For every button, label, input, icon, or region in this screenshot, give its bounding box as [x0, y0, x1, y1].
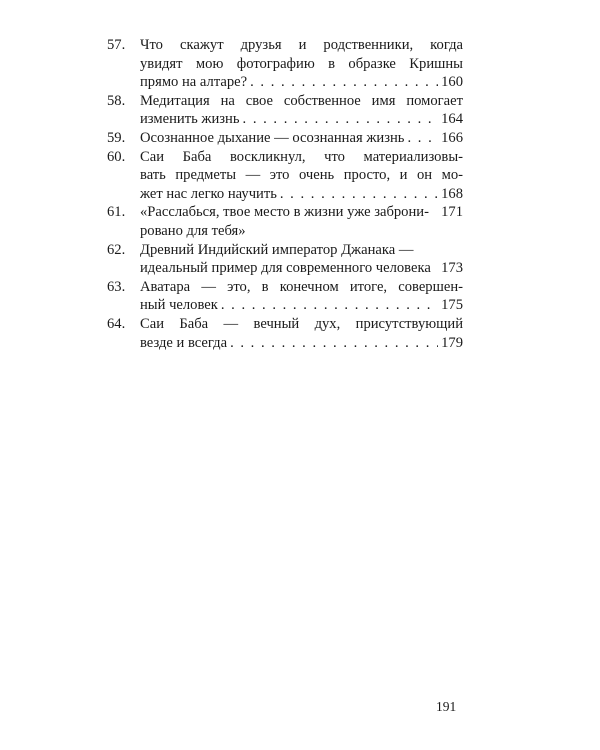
dot-leader — [250, 73, 438, 92]
entry-title — [140, 203, 463, 240]
entry-title-line: Саи Баба — вечный дух, присутствующий — [140, 315, 463, 332]
entry-number: 61. — [107, 204, 126, 221]
entry-number: 57. — [107, 37, 126, 53]
entry-last-line — [140, 129, 463, 148]
entry-number: 60. — [107, 148, 126, 165]
entry-page-number: 175 — [441, 297, 463, 314]
entry-title-line: Осознанное дыхание — осознанная жизнь — [140, 129, 405, 146]
entry-page-number: 168 — [441, 185, 463, 202]
entry-title-line: идеальный пример для современного человека — [140, 260, 431, 277]
entry-title-line: Аватара — это, в конечном итоге, совершен- — [140, 278, 463, 295]
entry-title-line: Древний Индийский император Джанака — — [140, 241, 414, 258]
dot-leader — [230, 334, 438, 353]
entry-last-line — [140, 259, 463, 278]
entry-title-line: Что скажут друзья и родственники, когда — [140, 37, 463, 53]
dot-leader — [407, 129, 438, 148]
entry-title — [140, 278, 463, 315]
dot-leader — [221, 296, 438, 315]
entry-title-line: Саи Баба воскликнул, что материализовы- — [140, 148, 463, 165]
entry-title-line: Медитация на свое собственное имя помогает — [140, 92, 463, 109]
table-of-contents — [107, 36, 463, 352]
entry-last-line — [140, 296, 463, 315]
entry-number: 63. — [107, 278, 126, 295]
entry-title — [140, 129, 463, 148]
entry-title-line: «Расслабься, твое место в жизни уже заброни- — [140, 204, 429, 221]
entry-title-line: ровано для тебя» — [140, 222, 246, 239]
toc-entry — [107, 315, 463, 352]
entry-title — [140, 148, 463, 204]
dot-leader — [243, 110, 439, 129]
entry-last-line — [140, 185, 463, 204]
entry-page-number: 166 — [441, 129, 463, 146]
entry-title — [140, 315, 463, 352]
entry-last-line — [140, 73, 463, 92]
toc-entry — [107, 241, 463, 278]
entry-title — [140, 92, 463, 129]
toc-entry — [107, 148, 463, 204]
toc-entry — [107, 129, 463, 148]
entry-number: 64. — [107, 315, 126, 332]
toc-entry — [107, 203, 463, 240]
entry-last-line — [140, 110, 463, 129]
entry-page-number: 179 — [441, 334, 463, 351]
entry-title-line: увидят мою фотографию в образке Кришны — [140, 55, 463, 72]
entry-title-line: вать предметы — это очень просто, и он мо- — [140, 167, 463, 184]
entry-number: 62. — [107, 241, 126, 258]
page-number: 191 — [436, 699, 457, 714]
entry-last-line — [140, 334, 463, 353]
entry-last-line — [140, 203, 463, 222]
entry-page-number: 164 — [441, 111, 463, 128]
toc-entry — [107, 36, 463, 92]
entry-title — [140, 36, 463, 92]
entry-title-line: прямо на алтаре? — [140, 74, 248, 91]
entry-title-line: жет нас легко научить — [140, 185, 277, 202]
entry-title-line: ный человек — [140, 297, 218, 314]
entry-page-number: 160 — [441, 74, 463, 91]
entry-title-line: изменить жизнь — [140, 111, 240, 128]
entry-page-number: 171 — [441, 204, 463, 221]
entry-title — [140, 241, 463, 278]
toc-entry — [107, 92, 463, 129]
entry-title-line: везде и всегда — [140, 334, 228, 351]
toc-entry — [107, 278, 463, 315]
entry-number: 59. — [107, 129, 126, 146]
entry-page-number: 173 — [441, 260, 463, 277]
entry-number: 58. — [107, 92, 126, 109]
dot-leader — [280, 185, 438, 204]
